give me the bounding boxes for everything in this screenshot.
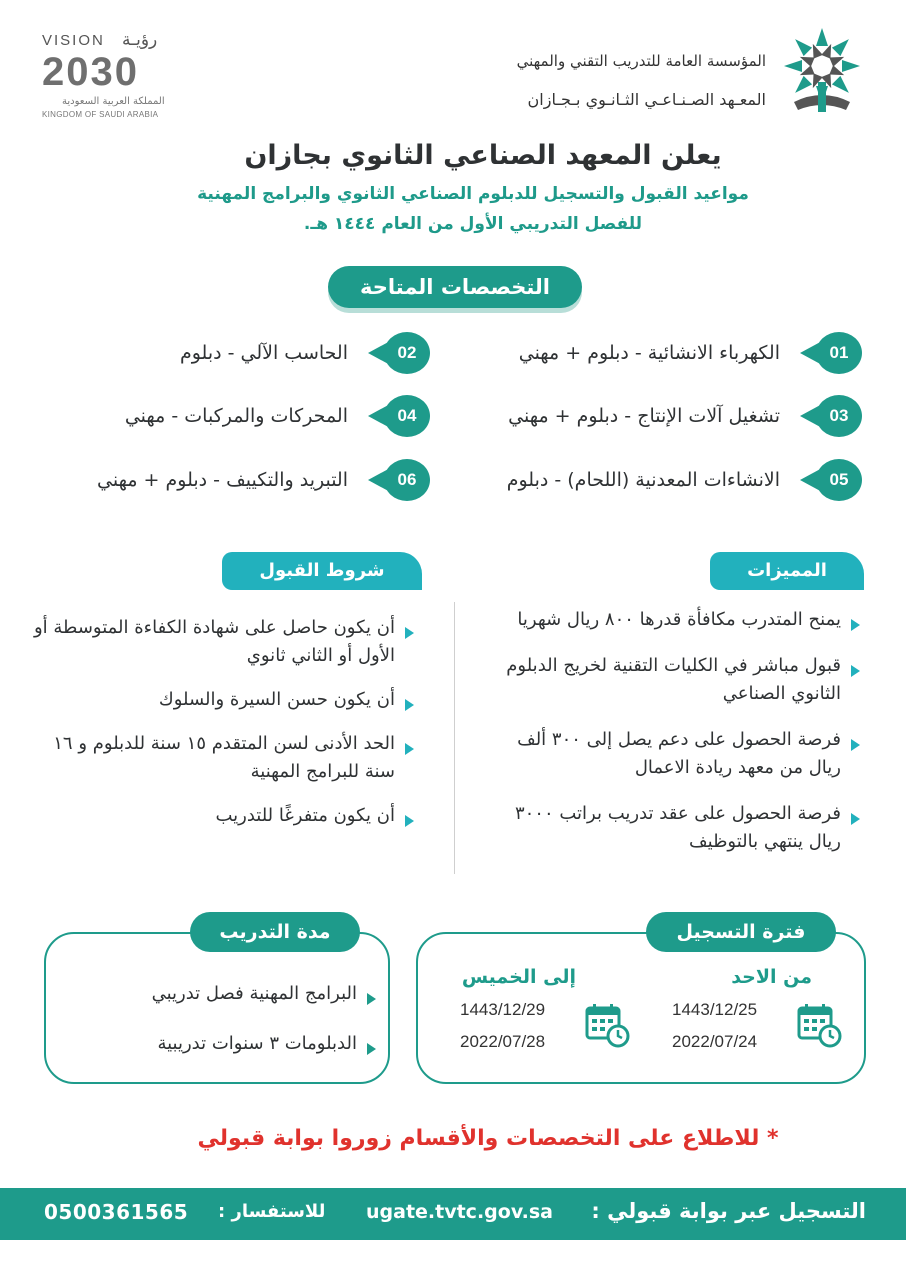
specialty-label: الحاسب الآلي - دبلوم [179,342,348,364]
institute-name: المعـهد الصـنـاعـي الثـانـوي بـجـازان [527,90,766,109]
list-item: قبول مباشر في الكليات التقنية لخريج الدبلوم الثانوي الصناعي [480,652,860,708]
vision-2030-logo [42,32,187,122]
specialty-number-badge: 06 [362,459,430,501]
bullet-triangle-icon [405,627,414,639]
specialty-label: تشغيل آلات الإنتاج - دبلوم + مهني [508,405,780,427]
list-item: فرصة الحصول على عقد تدريب براتب ٣٠٠٠ ريال ينتهي بالتوظيف [480,800,860,856]
register-label: التسجيل عبر بوابة قبولي : [591,1199,866,1223]
specialty-item [97,457,430,503]
specialty-number-badge: 02 [362,332,430,374]
bullet-triangle-icon [851,665,860,677]
kingdom-english: KINGDOM OF SAUDI ARABIA [42,110,159,119]
vision-word: VISION [42,32,105,49]
specialty-item [508,393,862,439]
bullet-triangle-icon [851,813,860,825]
from-gregorian-date: 2022/07/24 [672,1032,758,1051]
bullet-triangle-icon [405,743,414,755]
phone-number[interactable]: 0500361565 [44,1200,189,1224]
specialty-item [125,393,430,439]
features-list [480,606,860,874]
tvtc-logo-icon [780,22,864,118]
specialty-number-badge: 05 [794,459,862,501]
portal-url-link[interactable]: ugate.tvtc.gov.sa [366,1201,554,1223]
subtitle-line1: مواعيد القبول والتسجيل للدبلوم الصناعي الثانوي والبرامج المهنية [197,184,749,204]
bullet-triangle-icon [851,619,860,631]
specialty-item [519,330,862,376]
list-item: البرامج المهنية فصل تدريبي [46,980,376,1008]
specialty-label: الانشاءات المعدنية (اللحام) - دبلوم [506,469,780,491]
list-item: أن يكون متفرغًا للتدريب [34,802,414,830]
specialty-item [507,457,862,503]
duration-heading: مدة التدريب [190,912,360,952]
vision-arabic: رؤيـة [122,30,158,50]
bullet-triangle-icon [367,993,376,1005]
specialty-item [180,330,430,376]
list-item: الحد الأدنى لسن المتقدم ١٥ سنة للدبلوم و ١٦ سنة للبرامج المهنية [34,730,414,786]
list-item: أن يكون حسن السيرة والسلوك [34,686,414,714]
main-title: يعلن المعهد الصناعي الثانوي بجازان [244,140,722,171]
specialties-heading: التخصصات المتاحة [328,266,582,308]
to-hijri-date: 1443/12/29 [460,1000,546,1019]
list-item: أن يكون حاصل على شهادة الكفاءة المتوسطة أو الأول أو الثاني ثانوي [34,614,414,670]
subtitle-line2: للفصل التدريبي الأول من العام ١٤٤٤ هـ. [303,214,643,234]
list-item: الدبلومات ٣ سنوات تدريبية [46,1030,376,1058]
specialty-number-badge: 04 [362,395,430,437]
from-day-label: من الاحد [731,966,812,988]
kingdom-arabic: المملكة العربية السعودية [62,96,165,107]
to-gregorian-date: 2022/07/28 [460,1032,546,1051]
organization-name: المؤسسة العامة للتدريب التقني والمهني [516,52,766,70]
specialty-number-badge: 01 [794,332,862,374]
list-item: يمنح المتدرب مكافأة قدرها ٨٠٠ ريال شهريا [480,606,860,634]
bullet-triangle-icon [367,1043,376,1055]
portal-note: * للاطلاع على التخصصات والأقسام زوروا بوابة قبولي [197,1126,779,1151]
bullet-triangle-icon [405,815,414,827]
to-day-label: إلى الخميس [461,966,576,988]
bullet-triangle-icon [405,699,414,711]
registration-heading: فترة التسجيل [646,912,836,952]
list-item: فرصة الحصول على دعم يصل إلى ٣٠٠ ألف ريال من معهد ريادة الاعمال [480,726,860,782]
conditions-heading: شروط القبول [222,552,422,590]
bullet-triangle-icon [851,739,860,751]
specialty-label: الكهرباء الانشائية - دبلوم + مهني [518,342,780,364]
specialty-label: المحركات والمركبات - مهني [124,405,348,427]
column-divider [454,602,455,874]
specialty-number-badge: 03 [794,395,862,437]
specialty-label: التبريد والتكييف - دبلوم + مهني [97,469,348,491]
duration-list [46,980,376,1080]
calendar-icon [796,1002,842,1048]
features-heading: المميزات [710,552,864,590]
inquiry-label: للاستفسار : [218,1201,326,1222]
from-hijri-date: 1443/12/25 [672,1000,758,1019]
vision-year: 2030 [42,50,139,94]
conditions-list [34,614,414,846]
calendar-icon [584,1002,630,1048]
